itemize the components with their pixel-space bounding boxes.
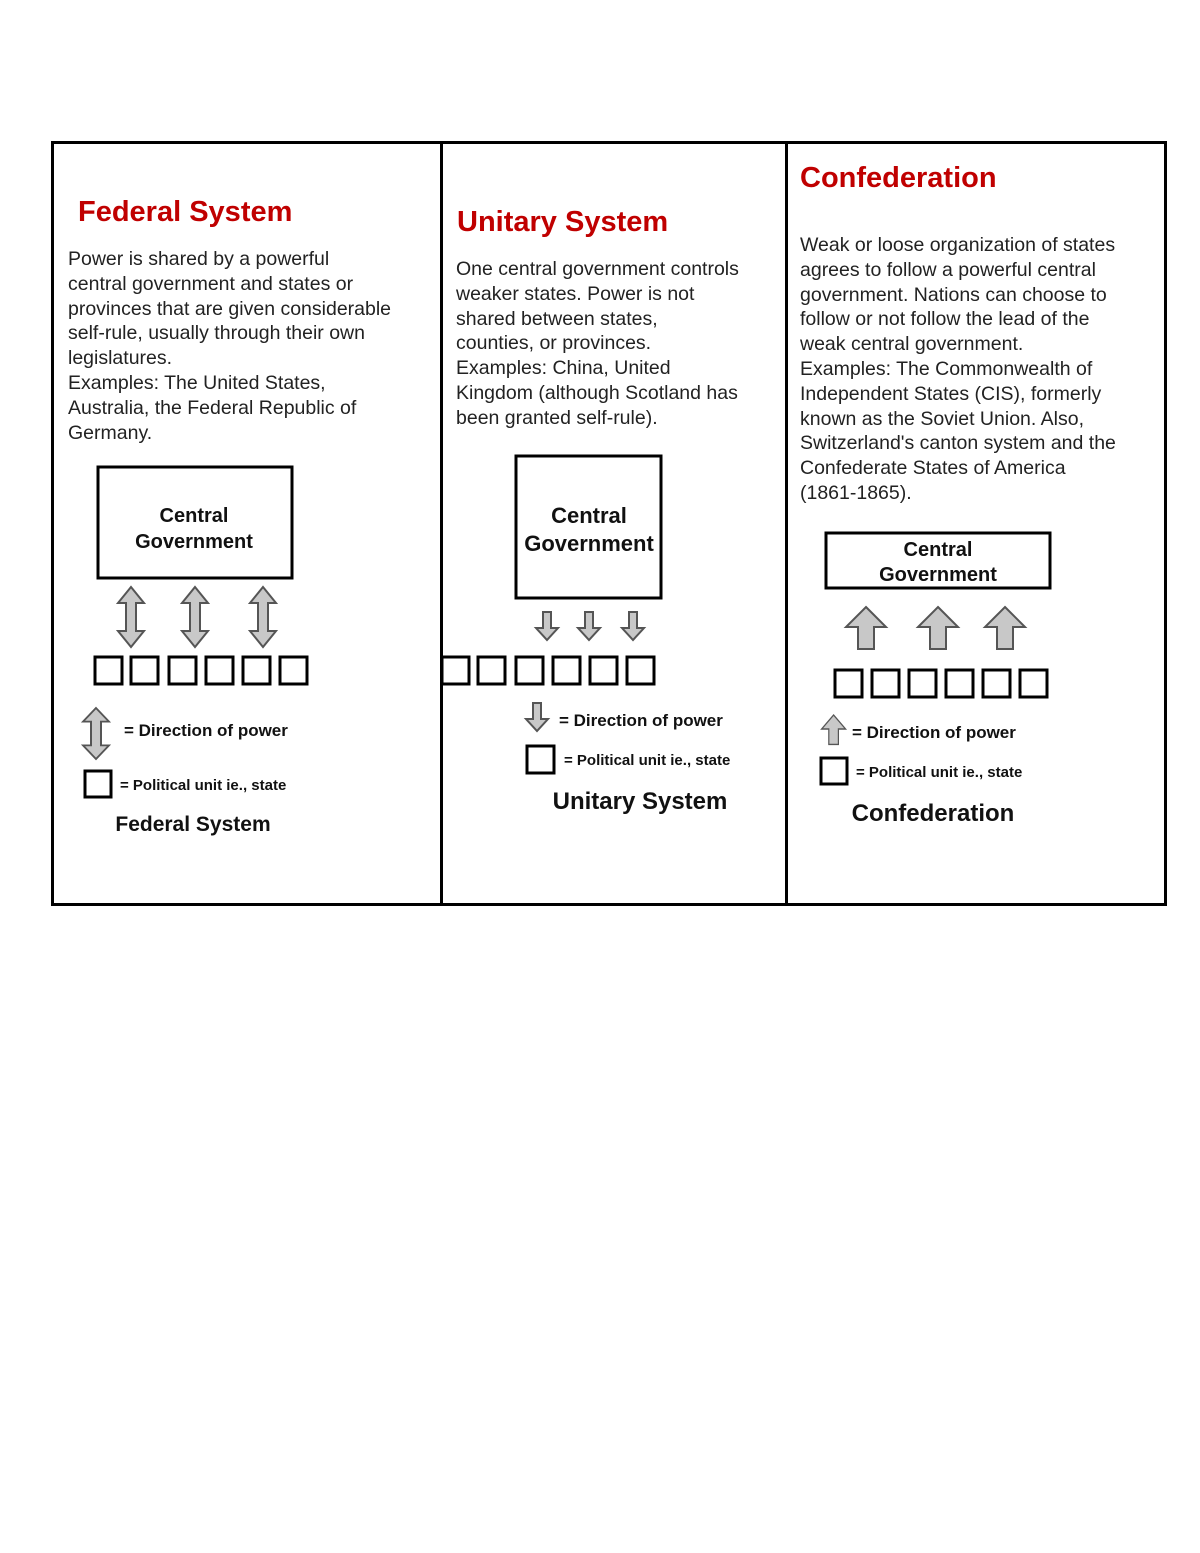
federal-column	[54, 144, 440, 903]
confederation-diagram	[788, 529, 1167, 849]
examples-line: Independent States (CIS), formerly	[800, 382, 1102, 405]
desc-line: self-rule, usually through their own	[68, 322, 365, 345]
diagram-caption: Confederation	[851, 800, 1015, 827]
diagram-caption: Federal System	[115, 813, 271, 836]
legend-unit-icon	[527, 746, 554, 773]
desc-line: follow or not follow the lead of the	[800, 308, 1090, 331]
gov-label-line1: Central	[551, 503, 627, 528]
examples-line: Examples: China, United	[456, 357, 671, 380]
legend-double-arrow-icon	[83, 708, 109, 759]
desc-line: Weak or loose organization of states	[800, 234, 1116, 256]
political-unit	[131, 657, 158, 684]
desc-line: legislatures.	[68, 347, 173, 370]
legend-up-arrow-icon	[822, 715, 846, 744]
up-arrow-icon	[985, 607, 1025, 649]
legend-power-label: = Direction of power	[852, 723, 1016, 742]
political-unit	[478, 657, 505, 684]
legend-unit-icon	[821, 758, 847, 784]
legend-unit-label: = Political unit ie., state	[120, 777, 287, 794]
legend-down-arrow-icon	[526, 703, 548, 731]
double-arrow-icon	[250, 587, 276, 647]
comparison-table	[51, 141, 1167, 906]
political-unit	[590, 657, 617, 684]
confederation-title: Confederation	[800, 162, 997, 194]
political-unit	[909, 670, 936, 697]
legend-unit-label: = Political unit ie., state	[564, 752, 731, 769]
political-unit	[872, 670, 899, 697]
desc-line: counties, or provinces.	[456, 332, 652, 355]
federal-diagram	[54, 460, 440, 860]
examples-line: Germany.	[68, 421, 153, 444]
desc-line: weaker states. Power is not	[456, 282, 695, 305]
double-arrow-icon	[182, 587, 208, 647]
unitary-diagram	[443, 450, 785, 830]
political-unit	[95, 657, 122, 684]
desc-line: weak central government.	[800, 333, 1024, 356]
political-unit	[280, 657, 307, 684]
up-arrow-icon	[846, 607, 886, 649]
political-unit	[442, 657, 469, 684]
political-unit	[627, 657, 654, 684]
confederation-column	[788, 144, 1167, 903]
double-arrow-icon	[118, 587, 144, 647]
diagram-caption: Unitary System	[552, 788, 728, 815]
examples-line: been granted self-rule).	[456, 406, 658, 429]
political-unit	[983, 670, 1010, 697]
desc-line: central government and states or	[68, 272, 354, 295]
examples-line: known as the Soviet Union. Also,	[800, 407, 1084, 430]
gov-label-line2: Government	[524, 531, 654, 556]
political-unit	[1020, 670, 1047, 697]
up-arrow-icon	[918, 607, 958, 649]
political-unit	[516, 657, 543, 684]
desc-line: Power is shared by a powerful	[68, 248, 330, 270]
examples-line: Kingdom (although Scotland has	[456, 381, 738, 404]
political-unit	[206, 657, 233, 684]
down-arrow-icon	[536, 612, 558, 640]
gov-label-line1: Central	[159, 505, 229, 527]
desc-line: shared between states,	[456, 307, 658, 330]
examples-line: Confederate States of America	[800, 457, 1066, 480]
legend-power-label: = Direction of power	[124, 721, 288, 740]
examples-line: Examples: The Commonwealth of	[800, 357, 1093, 380]
examples-line: Switzerland's canton system and the	[800, 432, 1116, 455]
political-unit	[243, 657, 270, 684]
political-unit	[946, 670, 973, 697]
gov-label-line2: Government	[135, 531, 253, 553]
legend-unit-icon	[85, 771, 111, 797]
desc-line: One central government controls	[456, 258, 739, 280]
political-unit	[169, 657, 196, 684]
unitary-description	[456, 257, 784, 431]
unitary-column	[443, 144, 785, 903]
federal-title: Federal System	[78, 196, 293, 228]
unitary-title: Unitary System	[457, 206, 669, 238]
legend-power-label: = Direction of power	[559, 711, 723, 730]
examples-line: (1861-1865).	[800, 481, 912, 504]
gov-label-line1: Central	[903, 539, 973, 561]
examples-line: Australia, the Federal Republic of	[68, 396, 357, 419]
examples-line: Examples: The United States,	[68, 371, 326, 394]
confederation-description	[800, 233, 1166, 506]
gov-label-line2: Government	[879, 564, 997, 586]
desc-line: government. Nations can choose to	[800, 283, 1107, 306]
down-arrow-icon	[622, 612, 644, 640]
federal-description	[68, 247, 440, 445]
desc-line: agrees to follow a powerful central	[800, 258, 1096, 281]
desc-line: provinces that are given considerable	[68, 297, 392, 320]
political-unit	[553, 657, 580, 684]
down-arrow-icon	[578, 612, 600, 640]
legend-unit-label: = Political unit ie., state	[856, 764, 1023, 781]
political-unit	[835, 670, 862, 697]
